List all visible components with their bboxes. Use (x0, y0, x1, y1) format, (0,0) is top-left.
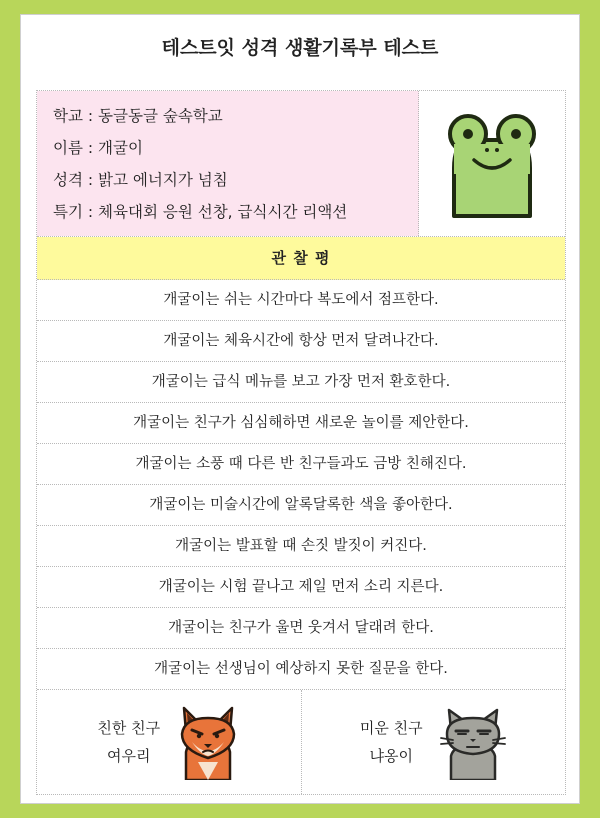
observation-item: 개굴이는 미술시간에 알록달록한 색을 좋아한다. (37, 485, 565, 526)
record-sheet (36, 90, 566, 795)
avatar (419, 91, 565, 236)
observation-item: 개굴이는 친구가 울면 웃겨서 달래려 한다. (37, 608, 565, 649)
talent-row (53, 203, 418, 235)
talent-value: 체육대회 응원 선창, 급식시간 리액션 (98, 203, 348, 221)
best-friend-label: 친한 친구 (97, 719, 161, 737)
personality-value: 밝고 에너지가 넘침 (98, 171, 228, 189)
profile-section (37, 91, 565, 237)
observation-item: 개굴이는 급식 메뉴를 보고 가장 먼저 환호한다. (37, 362, 565, 403)
separator: : (82, 107, 99, 125)
separator: : (82, 171, 99, 189)
separator: : (82, 139, 99, 157)
cat-icon (439, 704, 507, 780)
school-label: 학교 (53, 107, 83, 125)
observation-item: 개굴이는 체육시간에 항상 먼저 달려나간다. (37, 321, 565, 362)
observation-item: 개굴이는 발표할 때 손짓 발짓이 커진다. (37, 526, 565, 567)
disliked-friend (301, 690, 566, 794)
friends-section (37, 690, 565, 794)
name-label: 이름 (53, 139, 83, 157)
result-card (20, 14, 580, 804)
school-value: 동글동글 숲속학교 (98, 107, 223, 125)
disliked-friend-name: 냐옹이 (369, 747, 413, 765)
observation-item: 개굴이는 시험 끝나고 제일 먼저 소리 지른다. (37, 567, 565, 608)
observation-header: 관 찰 평 (37, 237, 565, 280)
fox-icon (176, 704, 240, 780)
personality-label: 성격 (53, 171, 83, 189)
page-title: 테스트잇 성격 생활기록부 테스트 (161, 37, 439, 59)
separator: : (82, 203, 99, 221)
talent-label: 특기 (53, 203, 83, 221)
personality-row (53, 171, 418, 203)
observation-item: 개굴이는 선생님이 예상하지 못한 질문을 한다. (37, 649, 565, 690)
observation-item: 개굴이는 소풍 때 다른 반 친구들과도 금방 친해진다. (37, 444, 565, 485)
school-row (53, 107, 418, 139)
observation-item: 개굴이는 쉬는 시간마다 복도에서 점프한다. (37, 280, 565, 321)
best-friend-name: 여우리 (107, 747, 151, 765)
name-value: 개굴이 (98, 139, 143, 157)
disliked-friend-label: 미운 친구 (359, 719, 423, 737)
frog-icon (444, 108, 540, 220)
best-friend (37, 690, 301, 794)
profile-info (37, 91, 419, 236)
observation-item: 개굴이는 친구가 심심해하면 새로운 놀이를 제안한다. (37, 403, 565, 444)
name-row (53, 139, 418, 171)
